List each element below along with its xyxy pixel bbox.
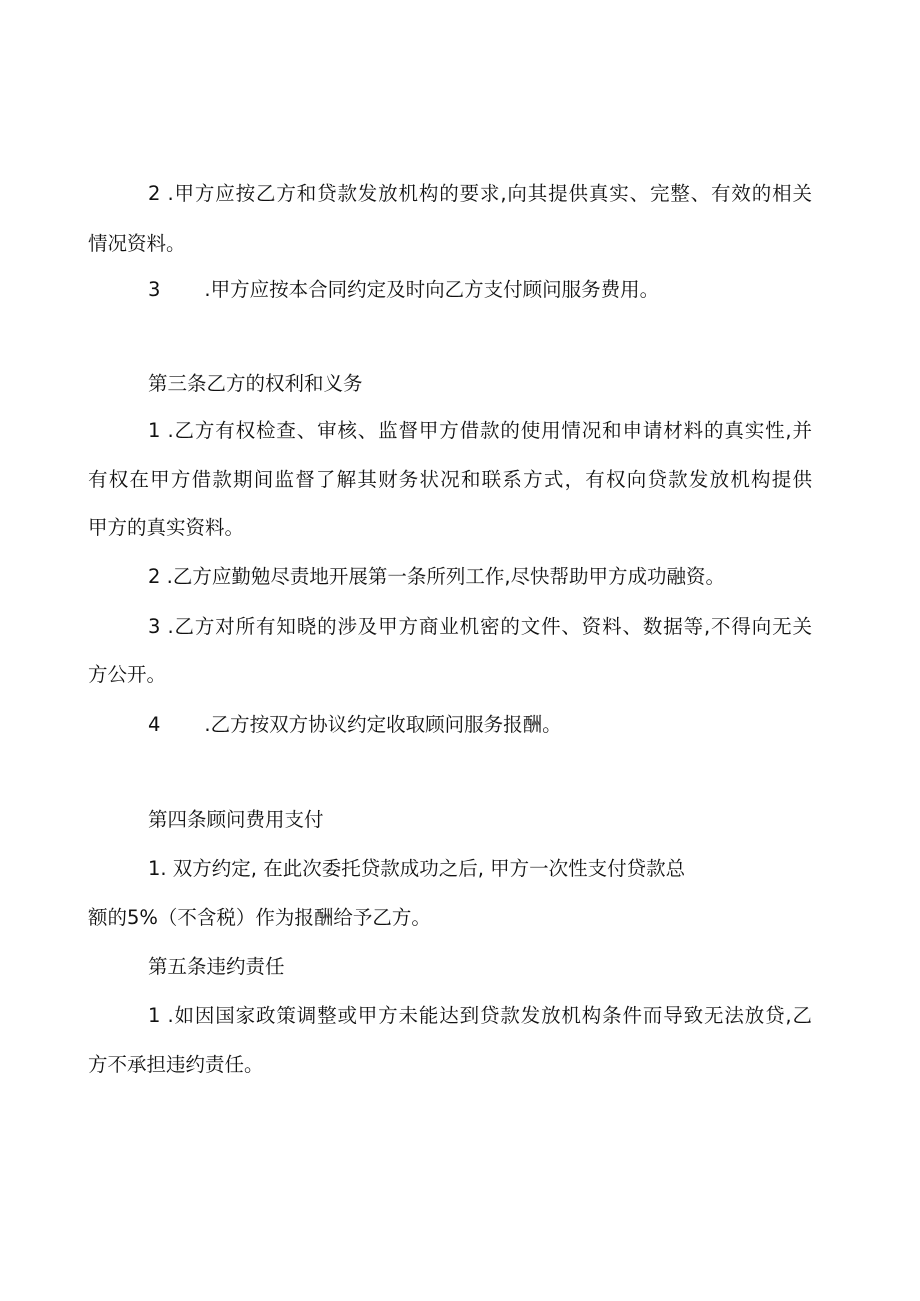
sec3-item3-line2: 方公开。: [88, 663, 167, 686]
sec3-item1-line3: 甲方的真实资料。: [88, 516, 245, 539]
section-heading-3: 第三条乙方的权利和义务: [148, 372, 363, 395]
sec3-item4: 4 .乙方按双方协议约定收取顾问服务报酬。: [148, 711, 562, 739]
item-number: 1: [148, 1004, 161, 1027]
sec5-item1-line2: 方不承担违约责任。: [88, 1053, 264, 1076]
item-number: 4: [148, 713, 161, 736]
sec5-item1-line1: 1 .如因国家政策调整或甲方未能达到贷款发放机构条件而导致无法放贷,乙: [148, 1002, 812, 1030]
section-heading-5: 第五条违约责任: [148, 955, 285, 978]
sec3-item1-line2: 有权在甲方借款期间监督了解其财务状况和联系方式，有权向贷款发放机构提供: [88, 468, 812, 491]
sec2-item2-line1: 2 .甲方应按乙方和贷款发放机构的要求,向其提供真实、完整、有效的相关: [148, 180, 812, 208]
item-number: 1: [148, 419, 161, 442]
sec4-item1-line2: 额的5%（不含税）作为报酬给予乙方。: [88, 906, 431, 929]
item-number: 2: [148, 182, 161, 205]
sec4-item1-line1: 1. 双方约定, 在此次委托贷款成功之后, 甲方一次性支付贷款总: [148, 857, 686, 880]
sec3-item1-line1: 1 .乙方有权检查、审核、监督甲方借款的使用情况和申请材料的真实性,并: [148, 417, 812, 445]
sec2-item3: 3 .甲方应按本合同约定及时向乙方支付顾问服务费用。: [148, 276, 659, 304]
sec3-item3-line1: 3 .乙方对所有知晓的涉及甲方商业机密的文件、资料、数据等,不得向无关: [148, 613, 812, 641]
section-heading-4: 第四条顾问费用支付: [148, 808, 324, 831]
item-number: 3: [148, 615, 161, 638]
sec3-item2: 2 .乙方应勤勉尽责地开展第一条所列工作,尽快帮助甲方成功融资。: [148, 563, 725, 591]
sec2-item2-line2: 情况资料。: [88, 232, 186, 255]
item-number: 2: [148, 565, 161, 588]
item-number: 3: [148, 278, 161, 301]
